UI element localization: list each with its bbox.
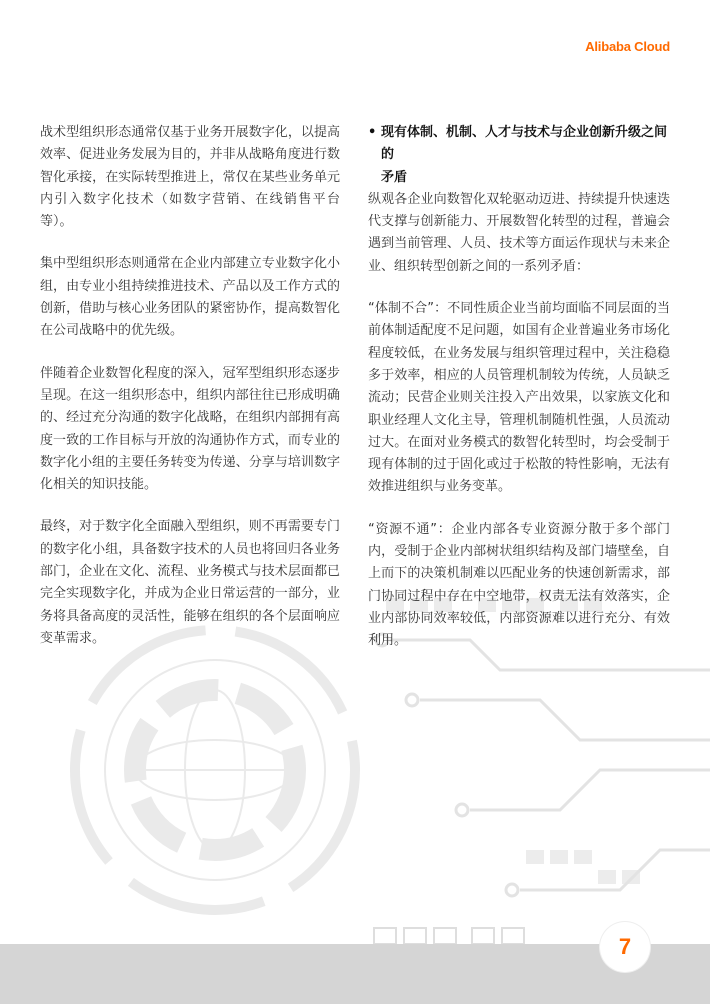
paragraph: “资源不通”：企业内部各专业资源分散于多个部门内，受制于企业内部树状组织结构及部门墙壁垒，自上而下的决策机制难以匹配业务的快速创新需求，部门协同过程中存在中空地带，权责无法有效落实，企业内部协同效率较低，内部资源难以进行充分、有效利用。 [368, 521, 670, 649]
bullet-icon: • [368, 125, 377, 140]
paragraph: 伴随着企业数智化程度的深入，冠军型组织形态逐步呈现。在这一组织形态中，组织内部往往已形成明确的、经过充分沟通的数字化战略，在组织内部拥有高度一致的工作目标与开放的沟通协作方式，而专业的数字化小组的主要任务转变为传递、分享与培训数字化相关的知识技能。 [40, 365, 340, 493]
heading-line-2: 矛盾 [381, 169, 408, 185]
right-column [368, 122, 670, 673]
brand-logo: Alibaba Cloud [585, 39, 670, 54]
paragraph: 集中型组织形态则通常在企业内部建立专业数字化小组，由专业小组持续推进技术、产品以及工作方式的创新，借助与核心业务团队的紧密协作，提高数智化在公司战略中的优先级。 [40, 256, 340, 339]
paragraph: 战术型组织形态通常仅基于业务开展数字化，以提高效率、促进业务发展为目的，并非从战略角度进行数智化承接，在实际转型推进上，常仅在某些业务单元内引入数字化技术（如数字营销、在线销售平台等）。 [40, 125, 340, 230]
left-column [40, 122, 340, 670]
paragraph: 最终，对于数字化全面融入型组织，则不再需要专门的数字化小组，具备数字技术的人员也将回归各业务部门，企业在文化、流程、业务模式与技术层面都已完全实现数字化，并成为企业日常运营的一部分，业务将具备高度的灵活性，能够在组织的各个层面响应变革需求。 [40, 519, 340, 646]
paragraph: 纵观各企业向数智化双轮驱动迈进、持续提升快速迭代支撑与创新能力、开展数智化转型的过程，普遍会遇到当前管理、人员、技术等方面运作现状与未来企业、组织转型创新之间的一系列矛盾： [368, 191, 670, 274]
heading-line-1: 现有体制、机制、人才与技术与企业创新升级之间的 [381, 125, 668, 163]
page-number-badge [600, 922, 650, 972]
section-heading [368, 122, 670, 189]
paragraph: “体制不合”：不同性质企业当前均面临不同层面的当前体制适配度不足问题，如国有企业普遍业务市场化程度较低，在业务发展与组织管理过程中，关注稳稳多于效率，相应的人员管理机制较为传统，人员缺乏流动；民营企业则关注投入产出效果，以家族文化和职业经理人文化主导，管理机制随机性强，人员流动过大。在面对业务模式的数智化转型时，均会受制于现有体制的过于固化或过于松散的特性影响，无法有效推进组织与业务变革。 [368, 301, 670, 495]
page-number: 7 [618, 934, 632, 959]
